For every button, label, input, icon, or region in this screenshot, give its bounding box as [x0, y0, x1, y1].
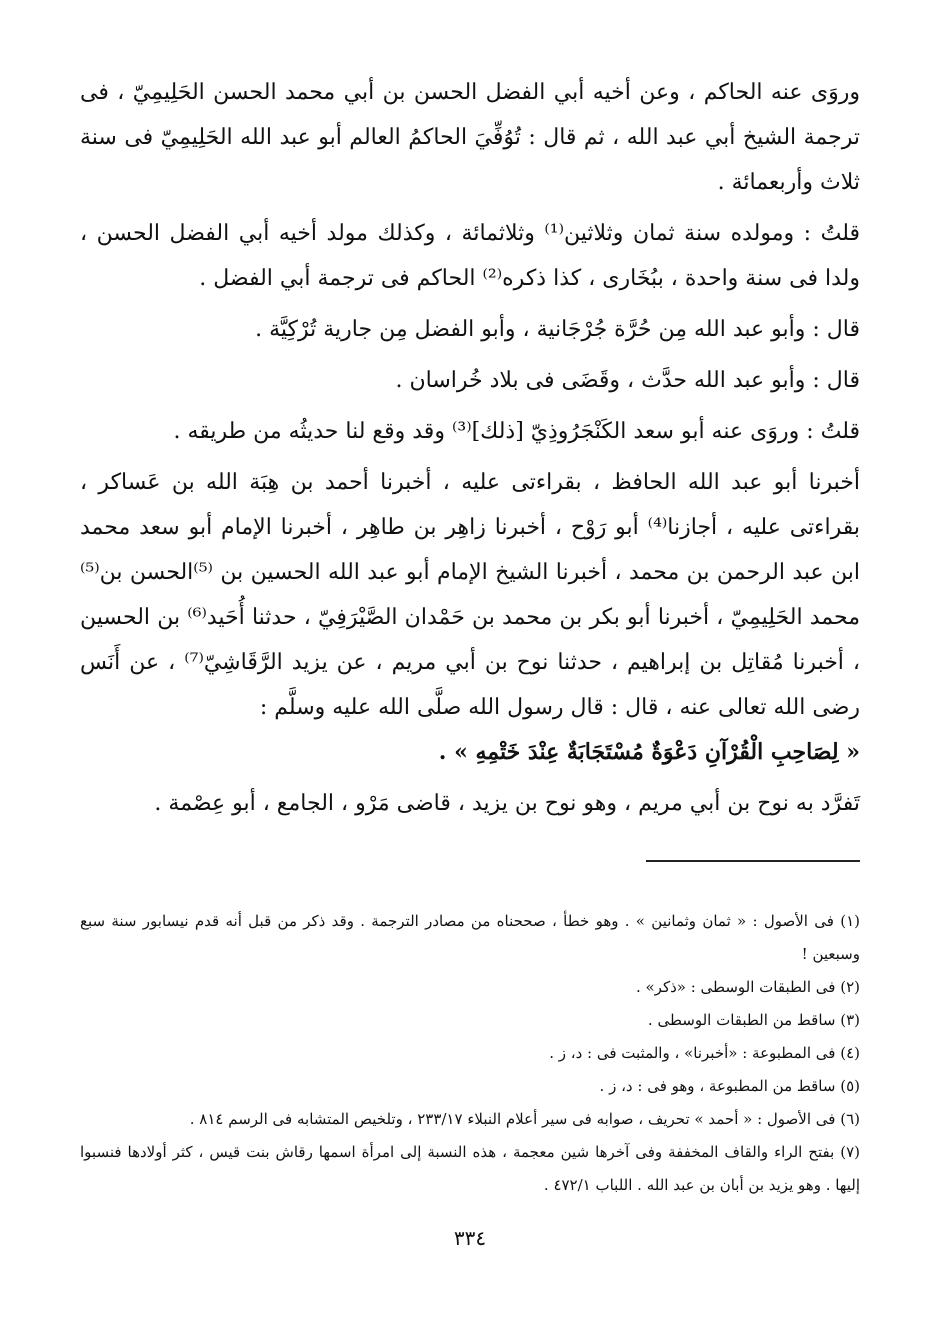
footnote-separator — [80, 860, 860, 861]
paragraph-6-isnad: أخبرنا أبو عبد الله الحافظ ، بقراءتى عليه ، أخبرنا أحمد بن هِبَة الله بن عَساكر ، بقراءتى عليه ، أجازنا⁽⁴⁾ أبو رَوْح ، أخبرنا زاهِر بن طاهِر ، أخبرنا الإمام أبو سعد محمد ابن عبد الرحمن بن محمد ، أخبرنا الشيخ الإمام أبو عبد الله الحسين بن ⁽⁵⁾الحسن بن⁽⁵⁾ محمد الحَلِيمِيّ ، أخبرنا أبو بكر بن محمد بن حَمْدان الصَّيْرَفِيّ ، حدثنا أُحَيد⁽⁶⁾ بن الحسين ، أخبرنا مُقاتِل بن إبراهيم ، حدثنا نوح بن أبي مريم ، عن يزيد الرَّقَاشِيّ⁽⁷⁾ ، عن أَنَس رضى الله تعالى عنه ، قال : قال رسول الله صلَّى الله عليه وسلَّم : — [80, 470, 861, 720]
paragraph-4: قال : وأبو عبد الله حدَّث ، وقَضَى فى بلاد خُراسان . — [395, 368, 860, 393]
book-page — [80, 70, 860, 1300]
paragraph-2: قلتُ : ومولده سنة ثمان وثلاثين⁽¹⁾ وثلاثمائة ، وكذلك مولد أخيه أبي الفضل الحسن ، ولدا فى سنة واحدة ، ببُخَارى ، كذا ذكره⁽²⁾ الحاكم فى ترجمة أبي الفضل . — [80, 221, 860, 291]
footnotes — [80, 905, 860, 1202]
paragraph-1: وروَى عنه الحاكم ، وعن أخيه أبي الفضل الحسن بن أبي محمد الحسن الحَلِيمِيّ ، فى ترجمة الشيخ أبي عبد الله ، ثم قال : تُوُفِّيَ الحاكمُ العالم أبو عبد الله الحَلِيمِيّ فى سنة ثلاث وأربعمائة . — [80, 80, 860, 195]
footnote-7: (٧) بفتح الراء والقاف المخففة وفى آخرها شين معجمة ، هذه النسبة إلى امرأة اسمها رقاش بنت قيس ، كثر أولادها فنسبوا إليها . وهو يزيد بن أبان بن عبد الله . اللباب ٤٧٢/١ . — [80, 1143, 860, 1194]
main-text — [80, 70, 860, 826]
paragraph-8: تَفرَّد به نوح بن أبي مريم ، وهو نوح بن يزيد ، قاضى مَرْو ، الجامع ، أبو عِصْمة . — [154, 791, 860, 816]
paragraph-3: قال : وأبو عبد الله مِن حُرَّة جُرْجَانية ، وأبو الفضل مِن جارية تُرْكِيَّة . — [255, 317, 860, 342]
footnote-6: (٦) فى الأصول : « أحمد » تحريف ، صوابه فى سير أعلام النبلاء ٢٣٣/١٧ ، وتلخيص المتشابه فى الرسم ٨١٤ . — [189, 1110, 860, 1128]
footnote-2: (٢) فى الطبقات الوسطى : «ذكر» . — [635, 978, 860, 996]
footnote-5: (٥) ساقط من المطبوعة ، وهو فى : د، ز . — [599, 1077, 860, 1095]
footnote-4: (٤) فى المطبوعة : «أخبرنا» ، والمثبت فى : د، ز . — [549, 1044, 860, 1062]
paragraph-5: قلتُ : وروَى عنه أبو سعد الكَنْجَرُوذِيّ [ذلك]⁽³⁾ وقد وقع لنا حديثُه من طريقه . — [173, 419, 860, 444]
page-number: ٣٣٤ — [453, 1226, 487, 1250]
footnote-3: (٣) ساقط من الطبقات الوسطى . — [647, 1011, 860, 1029]
footnote-1: (١) فى الأصول : « ثمان وثمانين » . وهو خطأ ، صححناه من مصادر الترجمة . وقد ذكر من قبل أنه قدم نيسابور سنة سبع وسبعين ! — [80, 912, 860, 963]
hadith-quote: « لِصَاحِبِ الْقُرْآنِ دَعْوَةٌ مُسْتَجَابَةٌ عِنْدَ خَتْمِهِ » . — [438, 739, 860, 765]
footnote-rule — [646, 860, 860, 862]
